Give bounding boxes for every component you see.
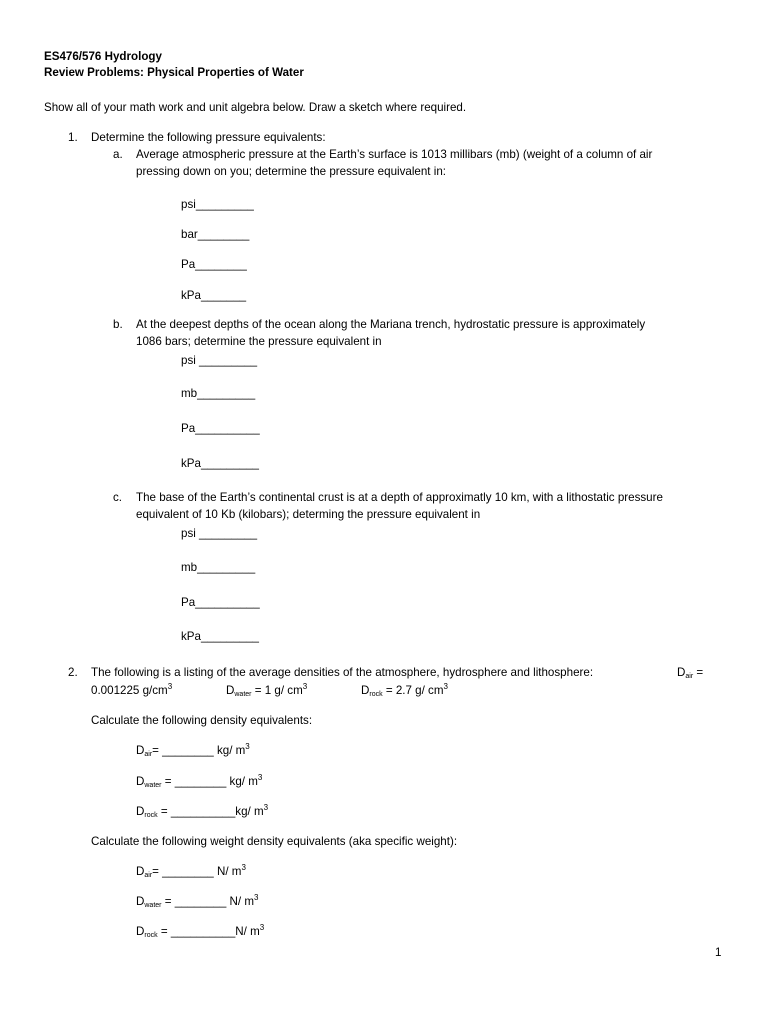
q1c-blank-psi: psi _________ [181,527,258,540]
q1b-blank-kpa: kPa_________ [181,457,260,470]
instructions: Show all of your math work and unit algebra below. Draw a sketch where required. [44,101,467,114]
q1b-blank-psi: psi _________ [181,354,258,367]
weight-air-row: Dair= ________ N/ $m^3$ [136,863,246,879]
page-number: 1 [715,946,722,959]
q1a-letter: a. [113,148,123,161]
q1-number: 1. [68,131,78,144]
q1c-blank-mb: mb_________ [181,561,256,574]
weight-water-row: Dwater = ________ N/ $m^3$ [136,893,259,909]
q1a-text-line1: Average atmospheric pressure at the Earth’s surface is 1013 millibars (mb) (weight of a column of air [136,148,653,161]
weight-rock-row: Drock = __________N/ $m^3$ [136,923,265,939]
q2-number: 2. [68,666,78,679]
q1b-blank-pa: Pa__________ [181,422,260,435]
q2-dair-value: 0.001225 $g/cm^3$ [91,682,173,697]
q1b-letter: b. [113,318,123,331]
q1-prompt: Determine the following pressure equivalents: [91,131,326,144]
q1a-blank-bar: bar________ [181,228,250,241]
density-air-row: Dair= ________ kg/ $m^3$ [136,742,250,758]
q1b-text-line2: 1086 bars; determine the pressure equivalent in [136,335,382,348]
q1c-text-line1: The base of the Earth’s continental crust is at a depth of approximatly 10 km, with a lithostatic pressure [136,491,663,504]
q2-prompt: The following is a listing of the average densities of the atmosphere, hydrosphere and lithosphere: [91,666,594,679]
density-prompt: Calculate the following density equivalents: [91,714,313,727]
density-rock-row: Drock = __________kg/ $m^3$ [136,803,269,819]
course-title: ES476/576 Hydrology [44,50,162,63]
q1a-blank-pa: Pa________ [181,258,247,271]
q1c-letter: c. [113,491,123,504]
q1c-blank-kpa: kPa_________ [181,630,260,643]
q2-drock-value: Drock = 2.7 g/ $cm^3$ [361,682,448,698]
q1a-blank-psi: psi_________ [181,198,254,211]
q1c-text-line2: equivalent of 10 Kb (kilobars); determing the pressure equivalent in [136,508,481,521]
q1b-blank-mb: mb_________ [181,387,256,400]
q1c-blank-pa: Pa__________ [181,596,260,609]
weight-density-prompt: Calculate the following weight density equivalents (aka specific weight): [91,835,458,848]
q1b-text-line1: At the deepest depths of the ocean along the Mariana trench, hydrostatic pressure is approximately [136,318,646,331]
q2-dair-label: Dair = [677,666,704,680]
density-water-row: Dwater = ________ kg/ $m^3$ [136,773,263,789]
document-subtitle: Review Problems: Physical Properties of Water [44,66,304,79]
q1a-text-line2: pressing down on you; determine the pressure equivalent in: [136,165,446,178]
q2-dwater-value: Dwater = 1 g/ $cm^3$ [226,682,308,698]
q1a-blank-kpa: kPa_______ [181,289,247,302]
